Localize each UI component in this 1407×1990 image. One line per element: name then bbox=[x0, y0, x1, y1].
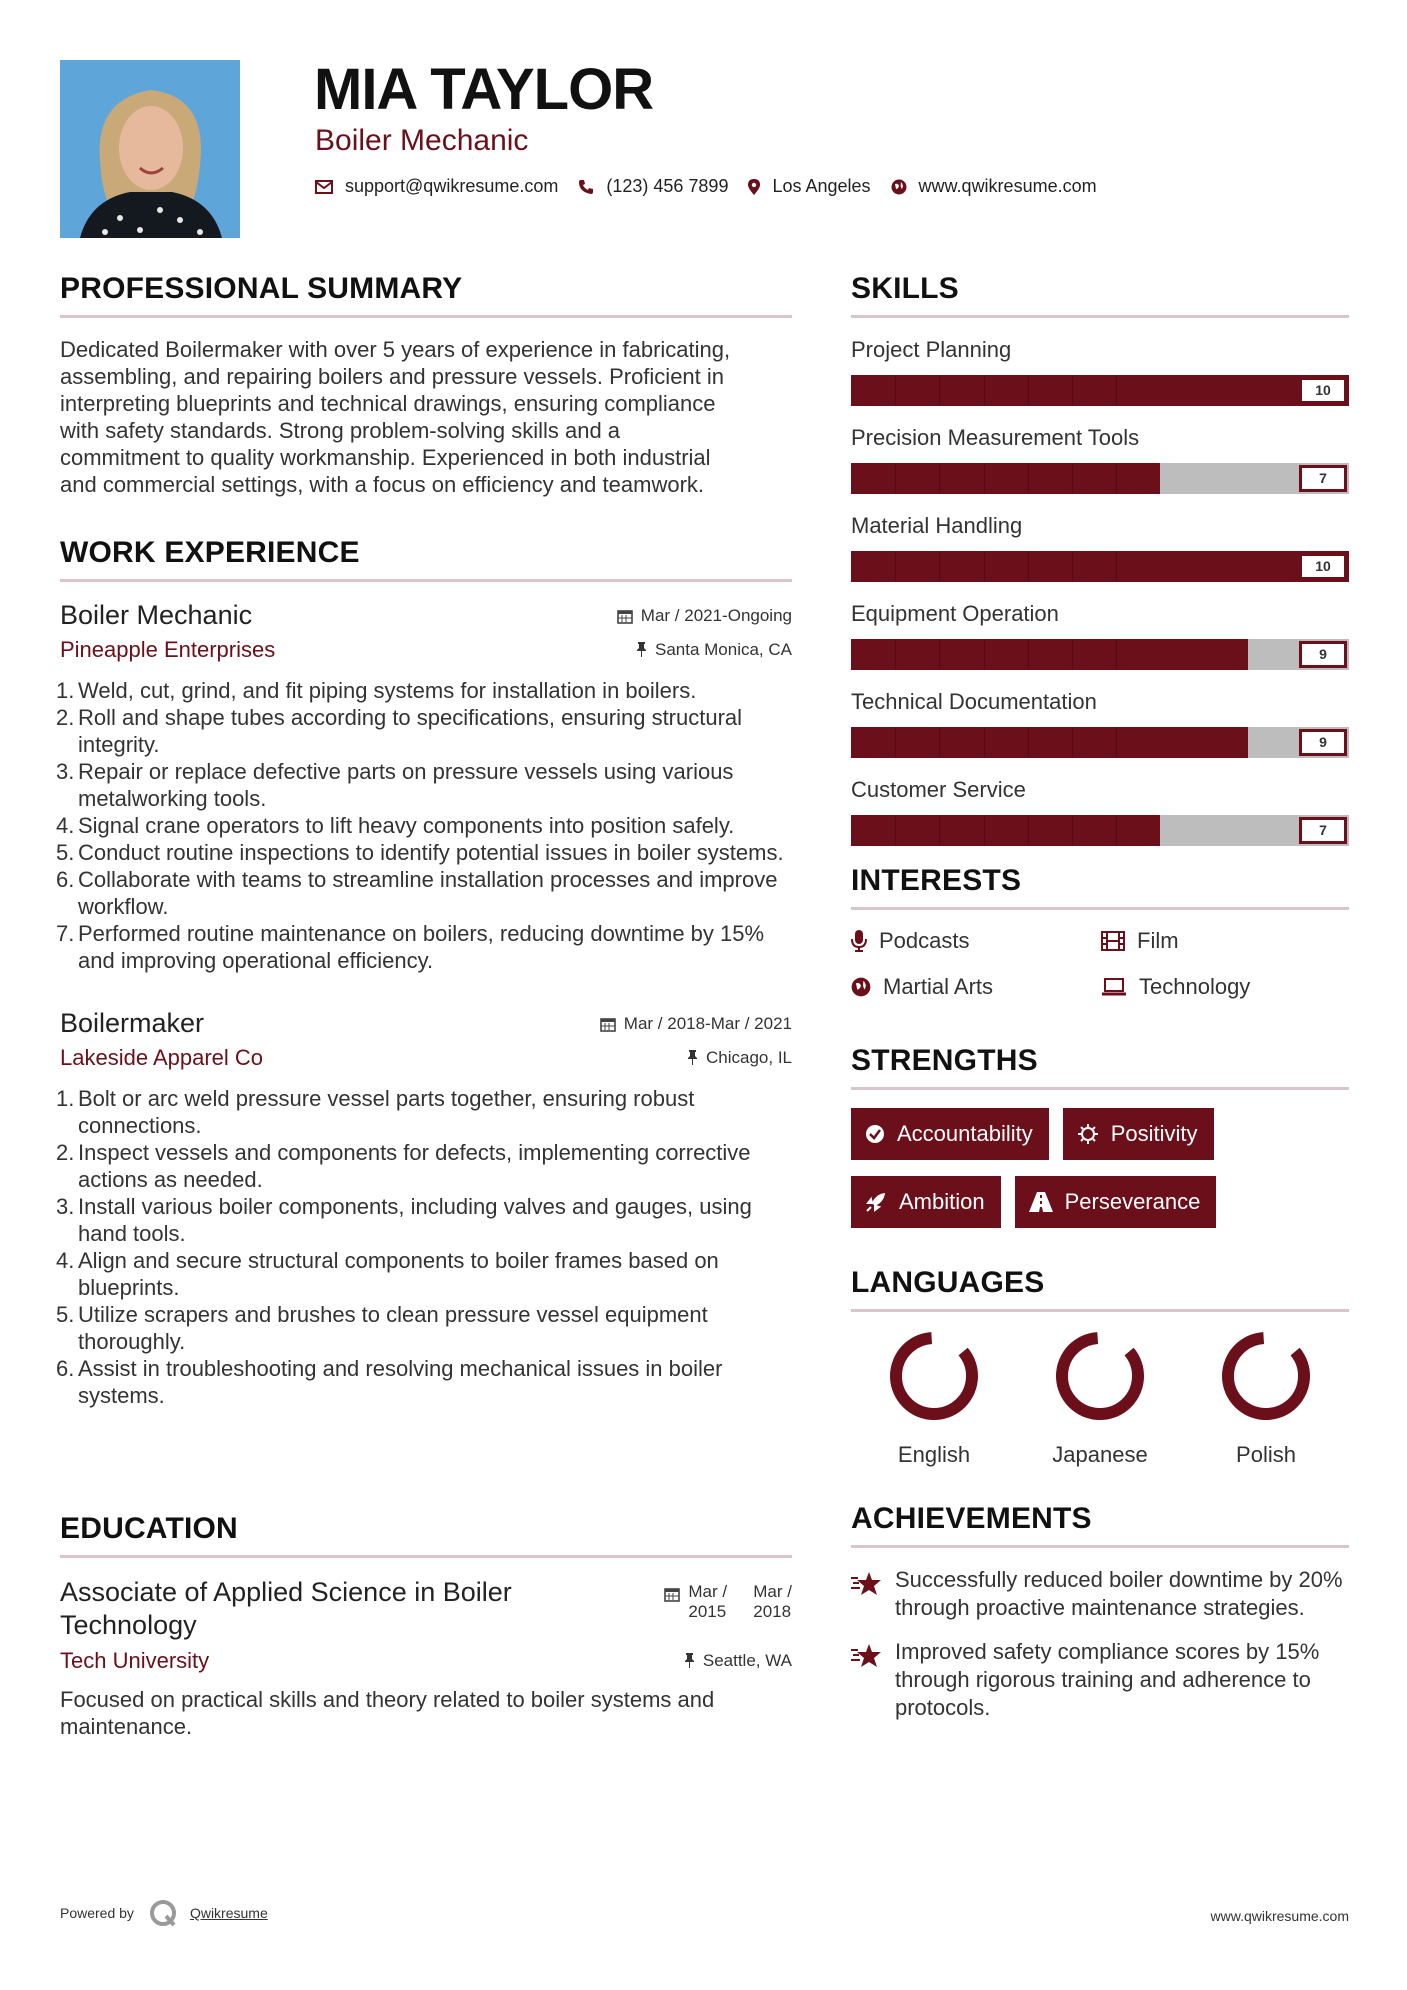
education-entry-head bbox=[60, 1576, 792, 1642]
summary-line: commitment to quality workmanship. Experienced in both industrial bbox=[60, 445, 711, 470]
duty-text: Roll and shape tubes according to specifications, ensuring structural integrity. bbox=[78, 705, 743, 757]
skill-value: 9 bbox=[1299, 729, 1347, 756]
skill-bar-divider bbox=[1116, 727, 1117, 758]
candidate-name: MIA TAYLOR bbox=[314, 57, 654, 122]
duty-number: 1. bbox=[56, 678, 75, 703]
education-location-text: Seattle, WA bbox=[702, 1650, 792, 1670]
skill-bar-divider bbox=[984, 375, 985, 406]
job-dates-text: Mar / 2021-Ongoing bbox=[640, 606, 792, 625]
phone-icon bbox=[578, 179, 594, 195]
skill-bar-divider bbox=[895, 727, 896, 758]
language-label: Japanese bbox=[1052, 1442, 1148, 1467]
summary-text bbox=[60, 336, 792, 498]
language-item bbox=[1183, 1330, 1349, 1468]
skill-bar-divider bbox=[939, 727, 940, 758]
left-column bbox=[56, 272, 792, 1739]
skill-bar-divider bbox=[1028, 639, 1029, 670]
education-start-year: 2015 bbox=[688, 1602, 727, 1621]
interest-label: Film bbox=[1137, 928, 1179, 953]
job-location-text: Santa Monica, CA bbox=[654, 639, 792, 659]
job-role: Boiler Mechanic bbox=[60, 600, 253, 630]
candidate-title: Boiler Mechanic bbox=[315, 124, 529, 157]
education-end-year: 2018 bbox=[753, 1602, 792, 1621]
achievement-item bbox=[851, 1566, 1349, 1622]
summary-line: assembling, and repairing boilers and pressure vessels. Proficient in bbox=[60, 364, 725, 389]
skill-value: 7 bbox=[1299, 817, 1347, 844]
strength-list bbox=[851, 1108, 1349, 1228]
pushpin-icon bbox=[684, 1653, 695, 1668]
skill-bar-divider bbox=[939, 639, 940, 670]
skill-bar bbox=[851, 551, 1349, 582]
education-dates bbox=[664, 1582, 792, 1642]
job-dates bbox=[617, 606, 792, 626]
skill-bar-divider bbox=[984, 463, 985, 494]
skill-bar-divider bbox=[1116, 815, 1117, 846]
skill-bar-divider bbox=[1116, 639, 1117, 670]
skill-label: Equipment Operation bbox=[851, 601, 1059, 626]
duty-text: Conduct routine inspections to identify potential issues in boiler systems. bbox=[78, 840, 784, 865]
job-location bbox=[636, 640, 792, 660]
globe-icon bbox=[891, 179, 907, 195]
interest-item bbox=[1101, 974, 1349, 1000]
skill-bar bbox=[851, 815, 1349, 846]
powered-by-text: Powered by bbox=[60, 1905, 134, 1921]
job-company: Lakeside Apparel Co bbox=[60, 1045, 264, 1070]
duty-number: 2. bbox=[56, 705, 75, 730]
calendar-icon bbox=[600, 1016, 616, 1032]
skill-bar-divider bbox=[1072, 639, 1073, 670]
summary-line: interpreting blueprints and technical drawings, ensuring compliance bbox=[60, 391, 716, 416]
skill-bar-divider bbox=[1116, 463, 1117, 494]
education-school: Tech University bbox=[60, 1648, 210, 1673]
job-duty bbox=[56, 866, 792, 920]
duty-text: Signal crane operators to lift heavy components into position safely. bbox=[78, 813, 735, 838]
skill-bar-divider bbox=[984, 639, 985, 670]
education-location bbox=[684, 1651, 792, 1671]
job-subhead bbox=[60, 637, 792, 663]
check-circle-icon bbox=[865, 1124, 885, 1144]
skill-bar-divider bbox=[939, 375, 940, 406]
achievement-item bbox=[851, 1638, 1349, 1722]
job-duty bbox=[56, 1193, 792, 1247]
strength-label: Ambition bbox=[899, 1189, 985, 1214]
sun-icon bbox=[1077, 1123, 1099, 1145]
skill-label: Material Handling bbox=[851, 513, 1023, 538]
achievements-section bbox=[851, 1502, 1349, 1722]
calendar-icon bbox=[664, 1586, 680, 1602]
skill-bar-divider bbox=[984, 727, 985, 758]
duty-text: Inspect vessels and components for defects, implementing corrective actions as needed. bbox=[78, 1140, 751, 1192]
contact-email[interactable] bbox=[315, 176, 558, 197]
skill-bar-divider bbox=[939, 463, 940, 494]
job-duties bbox=[56, 677, 792, 974]
interest-label: Podcasts bbox=[879, 928, 970, 953]
skill-bar-divider bbox=[895, 551, 896, 582]
skill-value: 10 bbox=[1299, 377, 1347, 404]
globe-icon bbox=[851, 977, 871, 997]
profile-photo bbox=[60, 60, 240, 238]
skill-bar-divider bbox=[1072, 815, 1073, 846]
job-duty bbox=[56, 920, 792, 974]
interests-heading: INTERESTS bbox=[851, 864, 1349, 910]
job-location-text: Chicago, IL bbox=[706, 1047, 792, 1067]
skill-bar-divider bbox=[984, 551, 985, 582]
language-ring bbox=[1054, 1330, 1146, 1422]
duty-text: Align and secure structural components to boiler frames based on blueprints. bbox=[78, 1248, 719, 1300]
duty-number: 1. bbox=[56, 1086, 75, 1111]
job-duty bbox=[56, 839, 792, 866]
film-icon bbox=[1101, 931, 1125, 951]
qwikresume-logo-icon bbox=[148, 1898, 178, 1928]
job-list bbox=[56, 600, 792, 1409]
job-duty bbox=[56, 704, 792, 758]
strength-badge bbox=[851, 1108, 1049, 1160]
strength-label: Perseverance bbox=[1064, 1189, 1201, 1214]
skill-list bbox=[851, 336, 1349, 846]
summary-section bbox=[60, 272, 792, 498]
job-dates bbox=[600, 1014, 792, 1034]
job-duties bbox=[56, 1085, 792, 1409]
laptop-icon bbox=[1101, 978, 1127, 996]
job-duty bbox=[56, 1247, 792, 1301]
duty-number: 3. bbox=[56, 759, 75, 784]
location-text: Los Angeles bbox=[772, 176, 871, 196]
road-icon bbox=[1029, 1192, 1053, 1212]
skill-bar bbox=[851, 639, 1349, 670]
footer-url[interactable]: www.qwikresume.com bbox=[1210, 1908, 1349, 1924]
calendar-icon bbox=[617, 608, 633, 624]
strength-badge bbox=[1063, 1108, 1214, 1160]
right-column bbox=[851, 272, 1349, 1738]
duty-number: 4. bbox=[56, 1248, 75, 1273]
strengths-heading: STRENGTHS bbox=[851, 1044, 1349, 1090]
job-subhead bbox=[60, 1045, 792, 1071]
pushpin-icon bbox=[687, 1050, 698, 1065]
skill-bar bbox=[851, 375, 1349, 406]
skill-bar-divider bbox=[895, 639, 896, 670]
education-description: Focused on practical skills and theory related to boiler systems and maintenance. bbox=[60, 1687, 715, 1739]
skill-bar-divider bbox=[1028, 375, 1029, 406]
language-label: Polish bbox=[1236, 1442, 1296, 1467]
summary-line: and commercial settings, with a focus on efficiency and teamwork. bbox=[60, 472, 705, 497]
strength-label: Accountability bbox=[897, 1121, 1033, 1146]
skill-bar-divider bbox=[984, 815, 985, 846]
job-entry bbox=[56, 1008, 792, 1409]
education-section bbox=[60, 1512, 792, 1740]
job-location bbox=[687, 1048, 792, 1068]
skills-heading: SKILLS bbox=[851, 272, 1349, 318]
skill-bar-divider bbox=[1116, 375, 1117, 406]
duty-text: Utilize scrapers and brushes to clean pressure vessel equipment thoroughly. bbox=[78, 1302, 708, 1354]
language-item bbox=[851, 1330, 1017, 1468]
language-list bbox=[851, 1330, 1349, 1468]
interest-label: Technology bbox=[1139, 974, 1251, 999]
skill-bar-fill bbox=[851, 463, 1160, 494]
duty-text: Install various boiler components, including valves and gauges, using hand tools. bbox=[78, 1194, 752, 1246]
strength-label: Positivity bbox=[1110, 1121, 1198, 1146]
job-duty bbox=[56, 758, 792, 812]
job-duty bbox=[56, 1355, 792, 1409]
job-head bbox=[60, 600, 792, 631]
education-degree: Associate of Applied Science in Boiler Technology bbox=[60, 1577, 512, 1640]
job-company: Pineapple Enterprises bbox=[60, 637, 276, 662]
language-label: English bbox=[897, 1442, 971, 1467]
skill-value: 10 bbox=[1299, 553, 1347, 580]
skill-bar bbox=[851, 727, 1349, 758]
job-role: Boilermaker bbox=[60, 1008, 205, 1038]
skill-bar-divider bbox=[895, 815, 896, 846]
contact-website[interactable] bbox=[891, 176, 1097, 197]
skill-bar-divider bbox=[1072, 551, 1073, 582]
skill-bar-fill bbox=[851, 727, 1248, 758]
languages-heading: LANGUAGES bbox=[851, 1266, 1349, 1312]
language-item bbox=[1017, 1330, 1183, 1468]
duty-text: Performed routine maintenance on boilers, reducing downtime by 15% and improving operational efficiency. bbox=[78, 921, 765, 973]
job-duty bbox=[56, 1301, 792, 1355]
duty-number: 6. bbox=[56, 867, 75, 892]
skill-bar-divider bbox=[1072, 375, 1073, 406]
skill-bar-divider bbox=[895, 463, 896, 494]
job-entry bbox=[56, 600, 792, 974]
education-heading: EDUCATION bbox=[60, 1512, 792, 1558]
skill-bar-divider bbox=[939, 551, 940, 582]
contact-bar bbox=[315, 176, 1117, 197]
skill-bar-divider bbox=[1072, 727, 1073, 758]
job-duty bbox=[56, 1085, 792, 1139]
skill-bar-divider bbox=[895, 375, 896, 406]
star-icon bbox=[851, 1570, 883, 1598]
strength-badge bbox=[851, 1176, 1001, 1228]
language-ring bbox=[888, 1330, 980, 1422]
skill-label: Precision Measurement Tools bbox=[851, 425, 1140, 450]
skill-bar-divider bbox=[1028, 463, 1029, 494]
skill-value: 9 bbox=[1299, 641, 1347, 668]
skill-label: Technical Documentation bbox=[851, 689, 1097, 714]
summary-line: with safety standards. Strong problem-solving skills and a bbox=[60, 418, 621, 443]
interest-list bbox=[851, 928, 1349, 1000]
skill-bar-divider bbox=[1116, 551, 1117, 582]
duty-number: 5. bbox=[56, 840, 75, 865]
duty-text: Bolt or arc weld pressure vessel parts together, ensuring robust connections. bbox=[78, 1086, 695, 1138]
achievement-text: Successfully reduced boiler downtime by 20% through proactive maintenance strategies. bbox=[895, 1567, 1343, 1620]
skill-bar bbox=[851, 463, 1349, 494]
skill-bar-divider bbox=[939, 815, 940, 846]
duty-text: Collaborate with teams to streamline installation processes and improve workflow. bbox=[78, 867, 778, 919]
skill-bar-divider bbox=[1028, 551, 1029, 582]
skill-label: Customer Service bbox=[851, 777, 1026, 802]
skill-label: Project Planning bbox=[851, 337, 1012, 362]
job-duty bbox=[56, 812, 792, 839]
strengths-section bbox=[851, 1044, 1349, 1228]
interests-section bbox=[851, 864, 1349, 1000]
job-duty bbox=[56, 677, 792, 704]
map-pin-icon bbox=[748, 179, 760, 195]
duty-number: 5. bbox=[56, 1302, 75, 1327]
duty-text: Assist in troubleshooting and resolving mechanical issues in boiler systems. bbox=[78, 1356, 723, 1408]
brand-link[interactable]: Qwikresume bbox=[189, 1905, 268, 1921]
skill-bar-fill bbox=[851, 375, 1349, 406]
skill-value: 7 bbox=[1299, 465, 1347, 492]
experience-heading: WORK EXPERIENCE bbox=[60, 536, 792, 582]
skill-bar-divider bbox=[1072, 463, 1073, 494]
website-text: www.qwikresume.com bbox=[918, 176, 1097, 196]
envelope-icon bbox=[315, 180, 333, 194]
job-head bbox=[60, 1008, 792, 1039]
interest-item bbox=[851, 928, 1101, 954]
achievements-heading: ACHIEVEMENTS bbox=[851, 1502, 1349, 1548]
email-text: support@qwikresume.com bbox=[345, 176, 559, 196]
interest-label: Martial Arts bbox=[883, 974, 994, 999]
duty-text: Repair or replace defective parts on pressure vessels using various metalworking tools. bbox=[78, 759, 734, 811]
duty-number: 3. bbox=[56, 1194, 75, 1219]
skill-bar-fill bbox=[851, 551, 1349, 582]
skill-bar-divider bbox=[1028, 727, 1029, 758]
job-dates-text: Mar / 2018-Mar / 2021 bbox=[623, 1014, 792, 1033]
contact-location bbox=[748, 176, 870, 197]
duty-number: 6. bbox=[56, 1356, 75, 1381]
skill-bar-fill bbox=[851, 815, 1160, 846]
contact-phone[interactable] bbox=[578, 176, 728, 197]
skills-section bbox=[851, 272, 1349, 846]
duty-number: 7. bbox=[56, 921, 75, 946]
microphone-icon bbox=[851, 930, 867, 952]
summary-line: Dedicated Boilermaker with over 5 years of experience in fabricating, bbox=[60, 337, 731, 362]
experience-section bbox=[56, 536, 792, 1409]
phone-text: (123) 456 7899 bbox=[606, 176, 729, 196]
interest-item bbox=[851, 974, 1101, 1000]
duty-number: 4. bbox=[56, 813, 75, 838]
summary-heading: PROFESSIONAL SUMMARY bbox=[60, 272, 792, 318]
language-ring bbox=[1220, 1330, 1312, 1422]
strength-badge bbox=[1015, 1176, 1217, 1228]
job-duty bbox=[56, 1139, 792, 1193]
education-end-month: Mar / bbox=[753, 1582, 792, 1601]
star-icon bbox=[851, 1642, 883, 1670]
footer-powered bbox=[60, 1898, 268, 1928]
skill-bar-fill bbox=[851, 639, 1248, 670]
interest-item bbox=[1101, 928, 1349, 954]
languages-section bbox=[851, 1266, 1349, 1468]
achievement-text: Improved safety compliance scores by 15% through rigorous training and adherence to protocols. bbox=[895, 1639, 1320, 1720]
duty-number: 2. bbox=[56, 1140, 75, 1165]
education-start-month: Mar / bbox=[688, 1582, 728, 1601]
duty-text: Weld, cut, grind, and fit piping systems for installation in boilers. bbox=[78, 678, 697, 703]
skill-bar-divider bbox=[1028, 815, 1029, 846]
pushpin-icon bbox=[636, 642, 647, 657]
rocket-icon bbox=[865, 1191, 887, 1213]
